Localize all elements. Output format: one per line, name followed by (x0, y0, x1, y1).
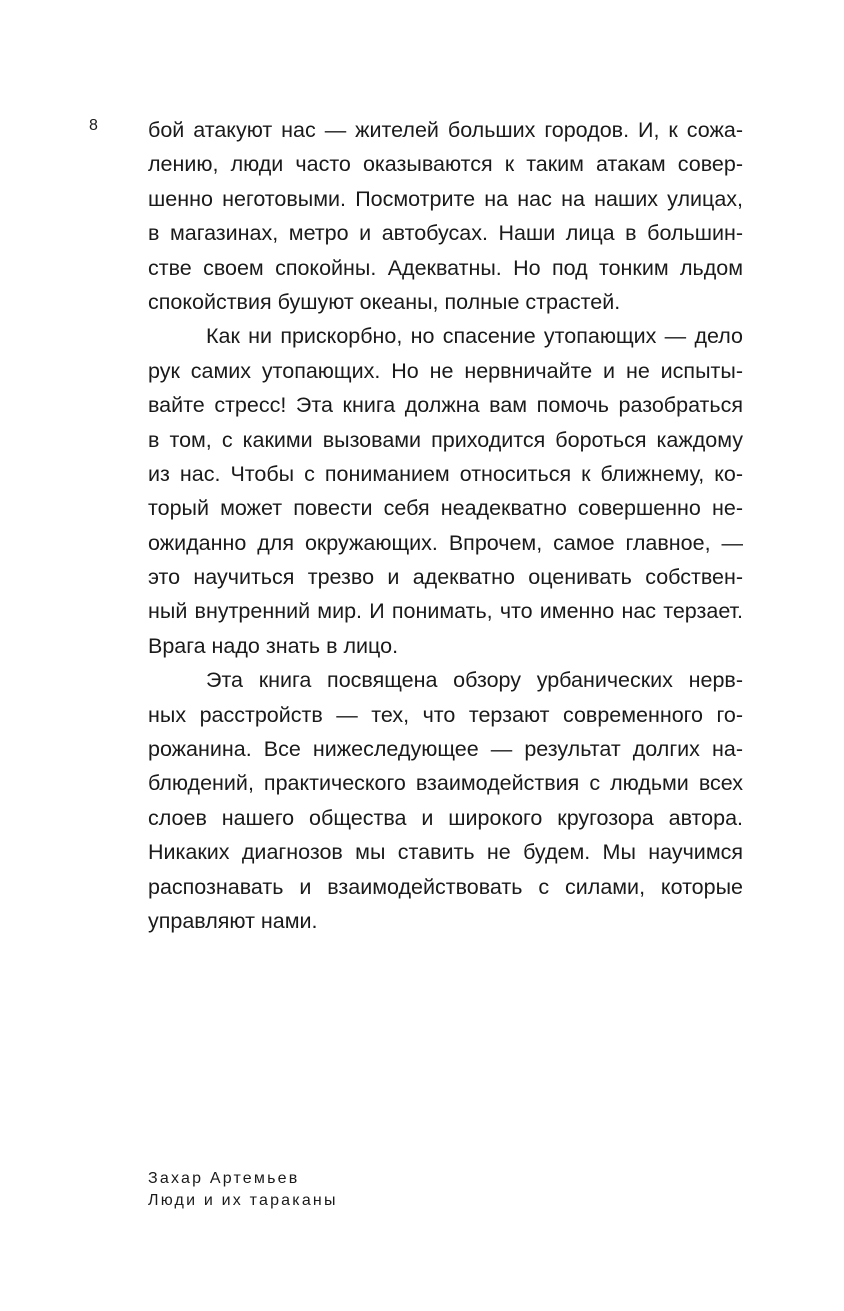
text-line: это научиться трезво и адекватно оценивать собствен- (148, 565, 743, 590)
text-line: из нас. Чтобы с пониманием относиться к ближнему, ко- (148, 461, 743, 486)
paragraph-1 (148, 113, 743, 319)
footer-author: Захар Артемьев (148, 1170, 300, 1187)
text-line: вайте стресс! Эта книга должна вам помочь разобраться (148, 393, 743, 418)
text-line: шенно неготовыми. Посмотрите на нас на наших улицах, (148, 186, 743, 211)
text-line: управляют нами. (148, 908, 318, 933)
text-line: торый может повести себя неадекватно совершенно не- (148, 496, 743, 521)
text-line: слоев нашего общества и широкого кругозора автора. (148, 805, 743, 830)
text-line: Врага надо знать в лицо. (148, 633, 399, 658)
text-line: рожанина. Все нижеследующее — результат долгих на- (148, 737, 743, 762)
paragraph-3 (148, 663, 743, 938)
paragraph-2 (148, 319, 743, 663)
body-text (148, 113, 743, 938)
text-line: в магазинах, метро и автобусах. Наши лица в большин- (148, 221, 743, 246)
text-line: спокойствия бушуют океаны, полные страстей. (148, 289, 621, 314)
text-line: Никаких диагнозов мы ставить не будем. Мы научимся (148, 840, 743, 865)
text-line: Эта книга посвящена обзору урбанических нерв- (206, 668, 743, 693)
text-line: ный внутренний мир. И понимать, что именно нас терзает. (148, 599, 743, 624)
text-line: Как ни прискорбно, но спасение утопающих — дело (206, 324, 743, 349)
text-line: бой атакуют нас — жителей больших городов. И, к сожа- (148, 118, 743, 142)
text-line: в том, с какими вызовами приходится бороться каждому (148, 427, 743, 452)
text-line: лению, люди часто оказываются к таким атакам совер- (148, 152, 743, 177)
text-line: распознавать и взаимодействовать с силами, которые (148, 874, 743, 899)
running-footer (148, 1168, 338, 1212)
text-line: ных расстройств — тех, что терзают современного го- (148, 702, 743, 727)
text-line: рук самих утопающих. Но не нервничайте и не испыты- (148, 358, 743, 383)
text-line: блюдений, практического взаимодействия с людьми всех (148, 771, 743, 796)
page-number: 8 (89, 117, 98, 134)
text-line: ожиданно для окружающих. Впрочем, самое главное, — (148, 530, 743, 555)
text-line: стве своем спокойны. Адекватны. Но под тонким льдом (148, 255, 743, 280)
footer-book-title: Люди и их тараканы (148, 1192, 338, 1209)
